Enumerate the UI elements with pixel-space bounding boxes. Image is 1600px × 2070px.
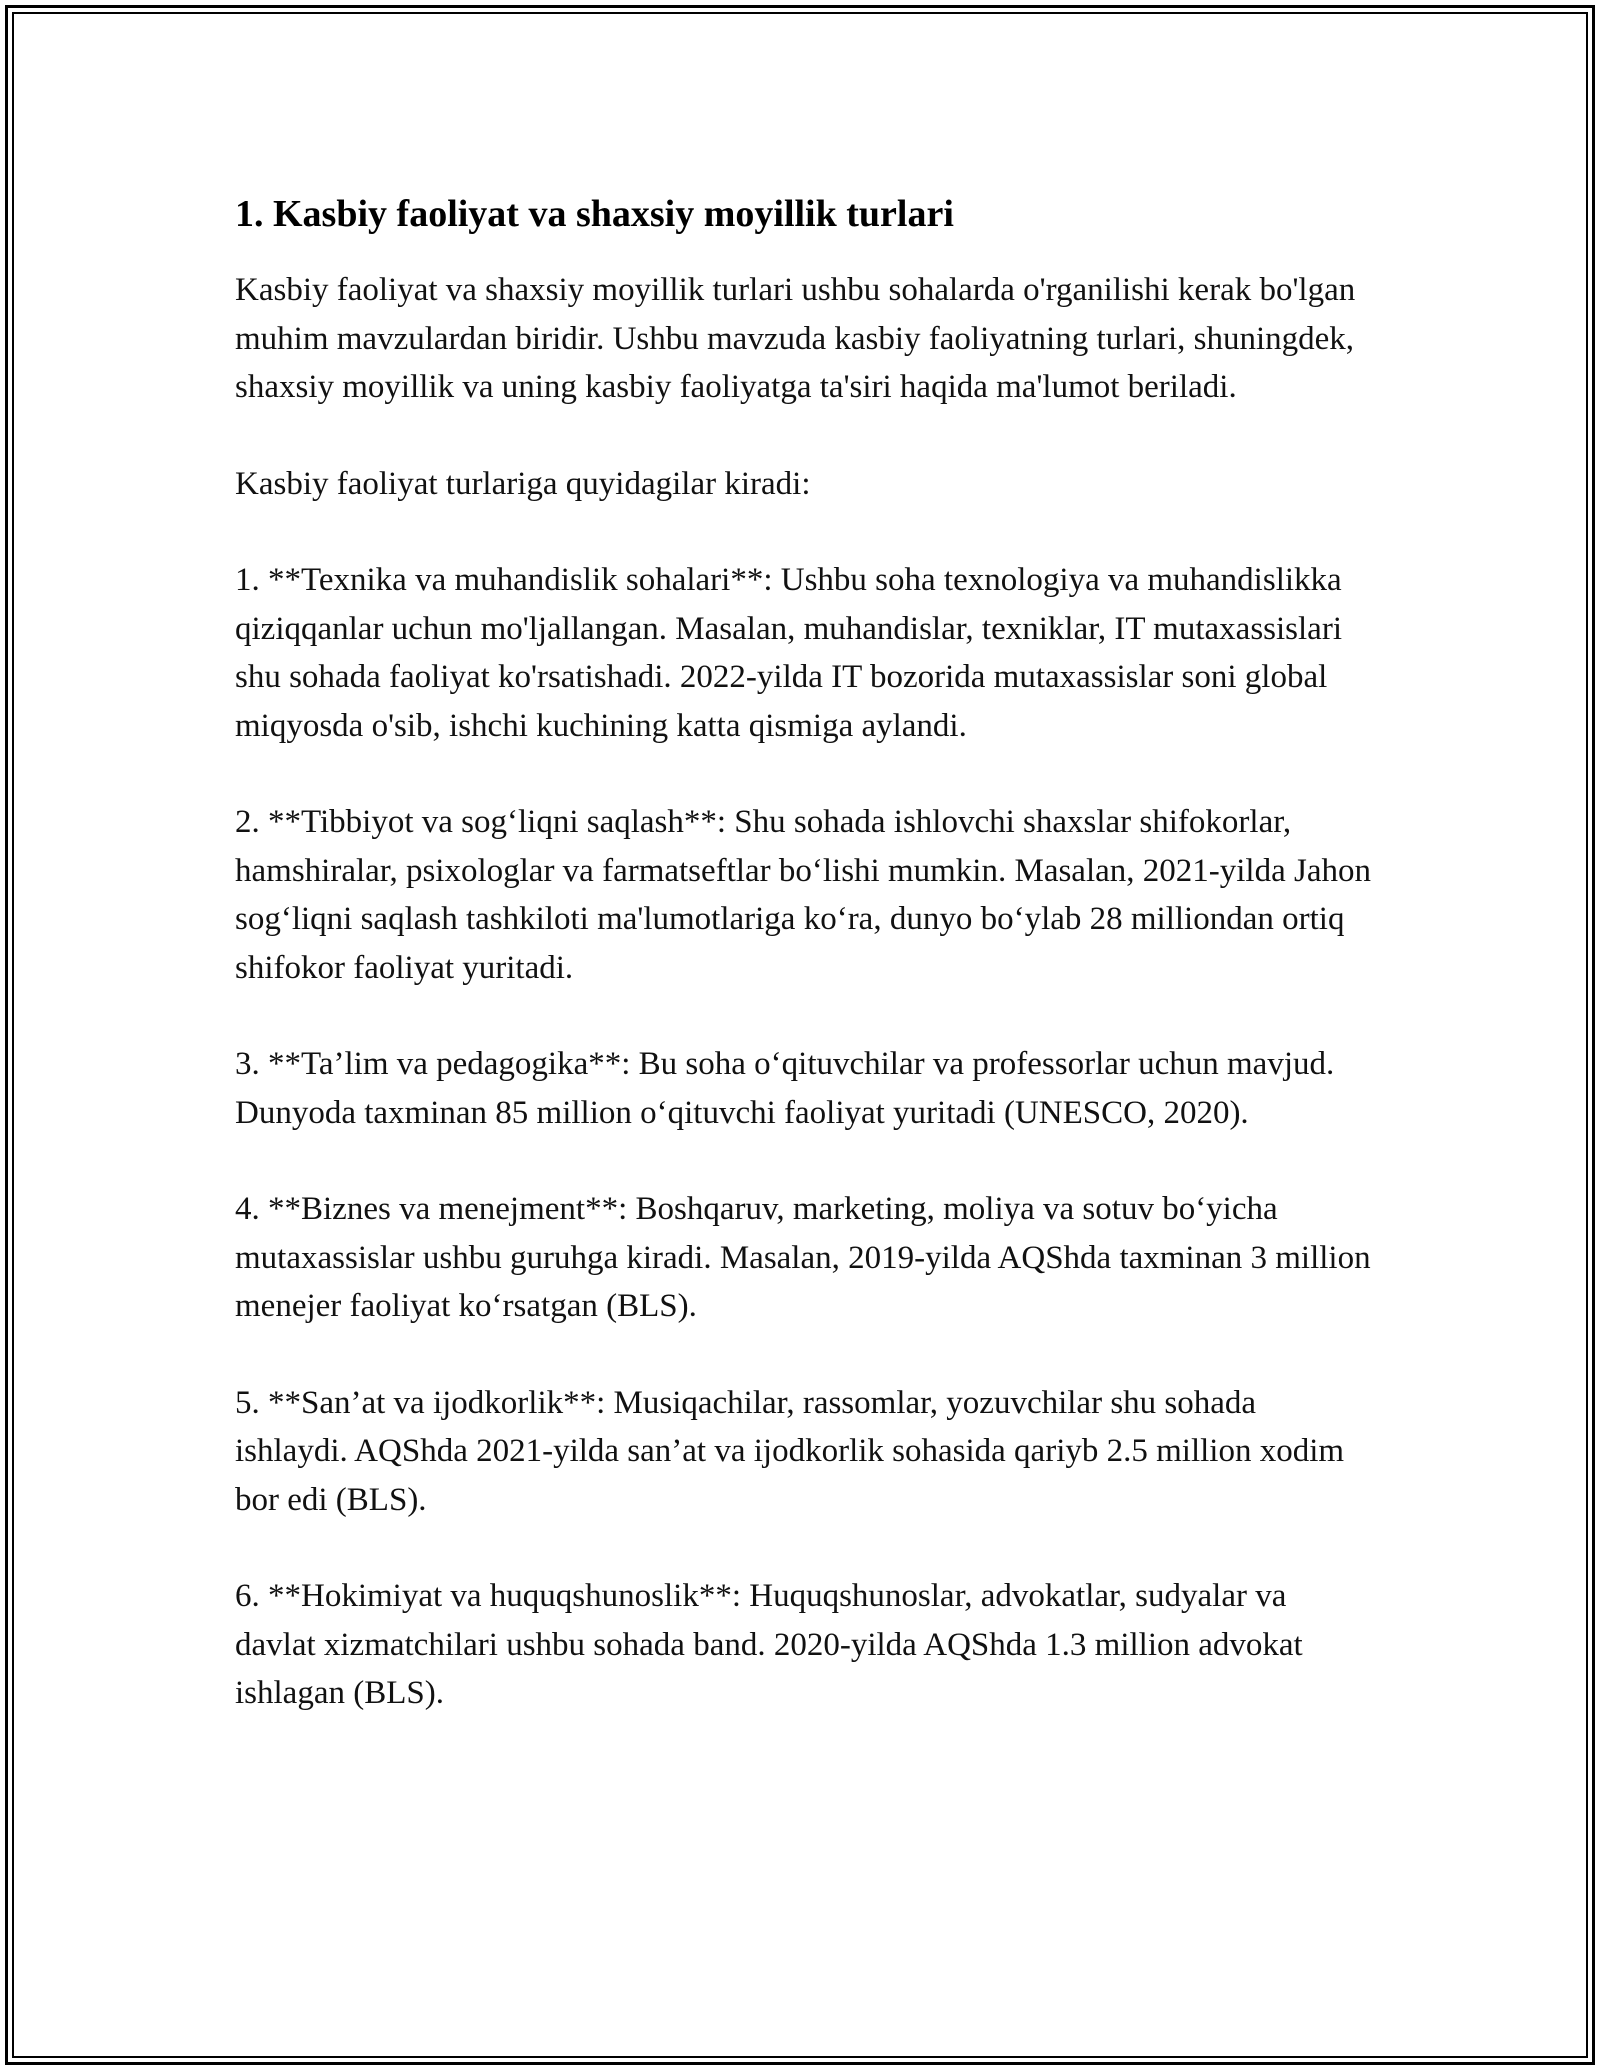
list-intro-paragraph: Kasbiy faoliyat turlariga quyidagilar kiradi: (235, 465, 811, 502)
list-item-law: 6. **Hokimiyat va huquqshunoslik**: Huquqshunoslar, advokatlar, sudyalar va davlat xizmatchilari ushbu sohada band. 2020-yilda AQShda 1.3 million advokat ishlagan (BLS). (235, 1578, 1303, 1711)
list-item-business: 4. **Biznes va menejment**: Boshqaruv, marketing, moliya va sotuv bo‘yicha mutaxassislar ushbu guruhga kiradi. Masalan, 2019-yilda AQShda taxminan 3 million menejer faoliyat ko‘rsatgan (BLS). (235, 1191, 1371, 1324)
list-item-education: 3. **Ta’lim va pedagogika**: Bu soha o‘qituvchilar va professorlar uchun mavjud. Dunyoda taxminan 85 million o‘qituvchi faoliyat yuritadi (UNESCO, 2020). (235, 1046, 1335, 1131)
document-body (235, 190, 1375, 1766)
section-heading: 1. Kasbiy faoliyat va shaxsiy moyillik turlari (235, 193, 954, 235)
list-item-medicine: 2. **Tibbiyot va sog‘liqni saqlash**: Shu sohada ishlovchi shaxslar shifokorlar, hamshiralar, psixologlar va farmatseftlar bo‘lishi mumkin. Masalan, 2021-yilda Jahon sog‘liqni saqlash tashkiloti ma'lumotlariga ko‘ra, dunyo bo‘ylab 28 milliondan ortiq shifokor faoliyat yuritadi. (235, 804, 1371, 986)
intro-paragraph: Kasbiy faoliyat va shaxsiy moyillik turlari ushbu sohalarda o'rganilishi kerak bo'lgan muhim mavzulardan biridir. Ushbu mavzuda kasbiy faoliyatning turlari, shuningdek, shaxsiy moyillik va uning kasbiy faoliyatga ta'siri haqida ma'lumot beriladi. (235, 272, 1356, 405)
list-item-art: 5. **San’at va ijodkorlik**: Musiqachilar, rassomlar, yozuvchilar shu sohada ishlaydi. AQShda 2021-yilda san’at va ijodkorlik sohasida qariyb 2.5 million xodim bor edi (BLS). (235, 1384, 1345, 1518)
list-item-technology: 1. **Texnika va muhandislik sohalari**: Ushbu soha texnologiya va muhandislikka qiziqqanlar uchun mo'ljallangan. Masalan, muhandislar, texniklar, IT mutaxassislari shu sohada faoliyat ko'rsatishadi. 2022-yilda IT bozorida mutaxassislar soni global miqyosda o'sib, ishchi kuchining katta qismiga aylandi. (235, 562, 1342, 744)
